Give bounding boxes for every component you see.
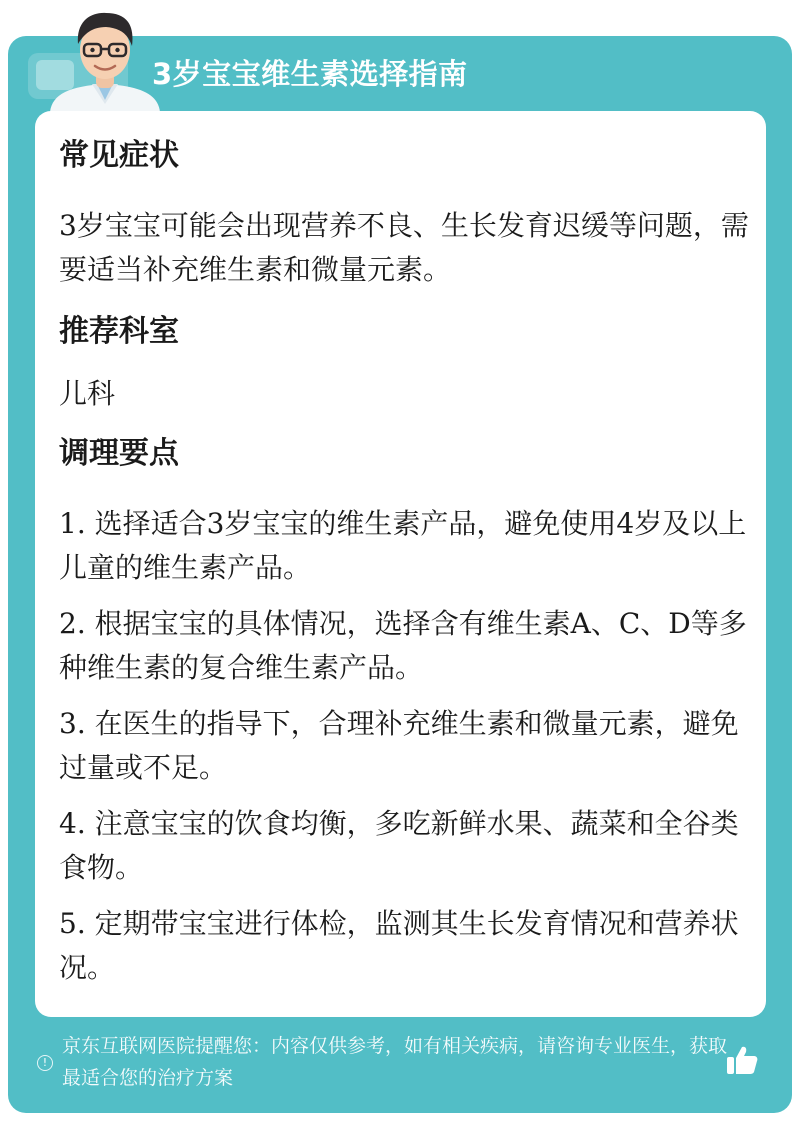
department-heading: 推荐科室 [59,314,179,349]
tip-item-2: 2. 根据宝宝的具体情况，选择含有维生素A、C、D等多种维生素的复合维生素产品。 [59,607,747,684]
symptoms-text: 3岁宝宝可能会出现营养不良、生长发育迟缓等问题，需要适当补充维生素和微量元素。 [59,209,749,286]
tip-item-1: 1. 选择适合3岁宝宝的维生素产品，避免使用4岁及以上儿童的维生素产品。 [59,507,747,584]
tips-heading: 调理要点 [59,436,179,471]
info-icon: ! [37,1055,53,1071]
disclaimer-text: 京东互联网医院提醒您：内容仅供参考，如有相关疾病，请咨询专业医生，获取最适合您的治疗方案 [62,1035,728,1089]
department-text: 儿科 [59,377,116,410]
content-body [59,128,749,990]
symptoms-heading: 常见症状 [59,138,179,173]
page-title: 3岁宝宝维生素选择指南 [152,57,468,91]
doctor-avatar-icon [40,4,170,112]
tip-item-5: 5. 定期带宝宝进行体检，监测其生长发育情况和营养状况。 [59,907,739,984]
thumbs-up-icon[interactable] [724,1042,760,1078]
tip-item-4: 4. 注意宝宝的饮食均衡，多吃新鲜水果、蔬菜和全谷类食物。 [59,807,739,884]
tip-item-3: 3. 在医生的指导下，合理补充维生素和微量元素，避免过量或不足。 [59,707,739,784]
